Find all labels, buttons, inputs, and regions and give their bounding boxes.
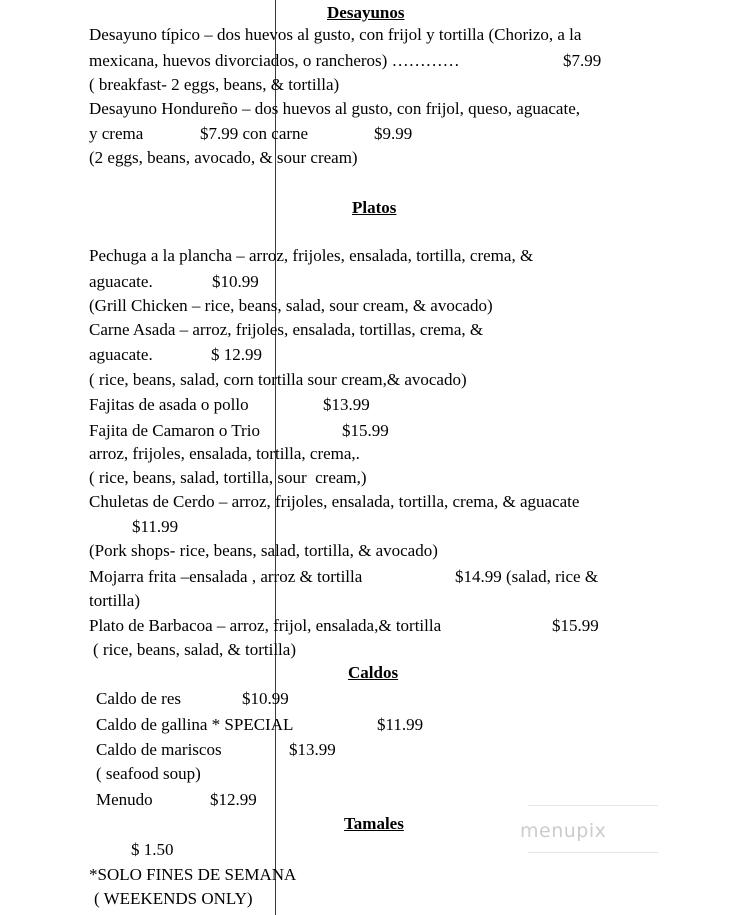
watermark-rule-top [528, 805, 658, 806]
caldo-res: Caldo de res [96, 689, 181, 708]
watermark-rule-bottom [528, 852, 658, 853]
caldo-mariscos: Caldo de mariscos [96, 740, 222, 759]
menudo: Menudo [96, 790, 153, 809]
tamales-price: $ 1.50 [131, 840, 174, 859]
pechuga-line2: aguacate. [89, 272, 153, 291]
desayuno-tipico-line2: mexicana, huevos divorciados, o rancheros) ………… [89, 51, 460, 70]
fajita-camaron-price: $15.99 [342, 421, 389, 440]
mojarra-line1: Mojarra frita –ensalada , arroz & tortilla [89, 567, 363, 586]
mojarra-price: $14.99 (salad, rice & [455, 567, 599, 586]
barbacoa-line1: Plato de Barbacoa – arroz, frijol, ensalada,& tortilla [89, 616, 442, 635]
chuletas-line1: Chuletas de Cerdo – arroz, frijoles, ensalada, tortilla, crema, & aguacate [89, 492, 580, 511]
menudo-price: $12.99 [210, 790, 257, 809]
caldo-mariscos-english: ( seafood soup) [96, 764, 201, 783]
desayunos-heading: Desayunos [327, 3, 405, 22]
fajita-sides: arroz, frijoles, ensalada, tortilla, crema,. [89, 444, 360, 463]
caldo-mariscos-price: $13.99 [289, 740, 336, 759]
desayuno-tipico-line1: Desayuno típico – dos huevos al gusto, con frijol y tortilla (Chorizo, a la [89, 25, 582, 44]
desayuno-hondureno-price: $7.99 con carne [200, 124, 309, 143]
barbacoa-english: ( rice, beans, salad, & tortilla) [93, 640, 296, 659]
desayuno-hondureno-english: (2 eggs, beans, avocado, & sour cream) [89, 148, 358, 167]
mojarra-line2: tortilla) [89, 591, 140, 610]
carne-asada-line2: aguacate. [89, 345, 153, 364]
pechuga-english: (Grill Chicken – rice, beans, salad, sour cream, & avocado) [89, 296, 493, 315]
desayuno-tipico-english: ( breakfast- 2 eggs, beans, & tortilla) [89, 75, 340, 94]
tamales-heading: Tamales [344, 814, 404, 833]
fajitas-asada-price: $13.99 [323, 395, 370, 414]
tamales-note: *SOLO FINES DE SEMANA [89, 865, 297, 884]
fajita-camaron: Fajita de Camaron o Trio [89, 421, 260, 440]
fajita-english: ( rice, beans, salad, tortilla, sour cream,) [89, 468, 367, 487]
desayuno-hondureno-line2a: y crema [89, 124, 144, 143]
pechuga-line1: Pechuga a la plancha – arroz, frijoles, ensalada, tortilla, crema, & [89, 246, 534, 265]
caldos-heading: Caldos [348, 663, 399, 682]
carne-asada-price: $ 12.99 [211, 345, 262, 364]
caldo-gallina: Caldo de gallina * SPECIAL [96, 715, 294, 734]
chuletas-price: $11.99 [132, 517, 179, 536]
chuletas-english: (Pork shops- rice, beans, salad, tortilla, & avocado) [89, 541, 438, 560]
watermark: menupix [520, 820, 607, 842]
carne-asada-english: ( rice, beans, salad, corn tortilla sour cream,& avocado) [89, 370, 467, 389]
desayuno-hondureno-carne-price: $9.99 [374, 124, 413, 143]
desayuno-hondureno-line1: Desayuno Hondureño – dos huevos al gusto, con frijol, queso, aguacate, [89, 99, 580, 118]
fajitas-asada: Fajitas de asada o pollo [89, 395, 249, 414]
tamales-note-english: ( WEEKENDS ONLY) [94, 889, 253, 908]
barbacoa-price: $15.99 [552, 616, 599, 635]
desayuno-tipico-price: $7.99 [563, 51, 602, 70]
platos-heading: Platos [352, 198, 397, 217]
caldo-gallina-price: $11.99 [377, 715, 424, 734]
pechuga-price: $10.99 [212, 272, 259, 291]
carne-asada-line1: Carne Asada – arroz, frijoles, ensalada, tortillas, crema, & [89, 320, 484, 339]
caldo-res-price: $10.99 [242, 689, 289, 708]
